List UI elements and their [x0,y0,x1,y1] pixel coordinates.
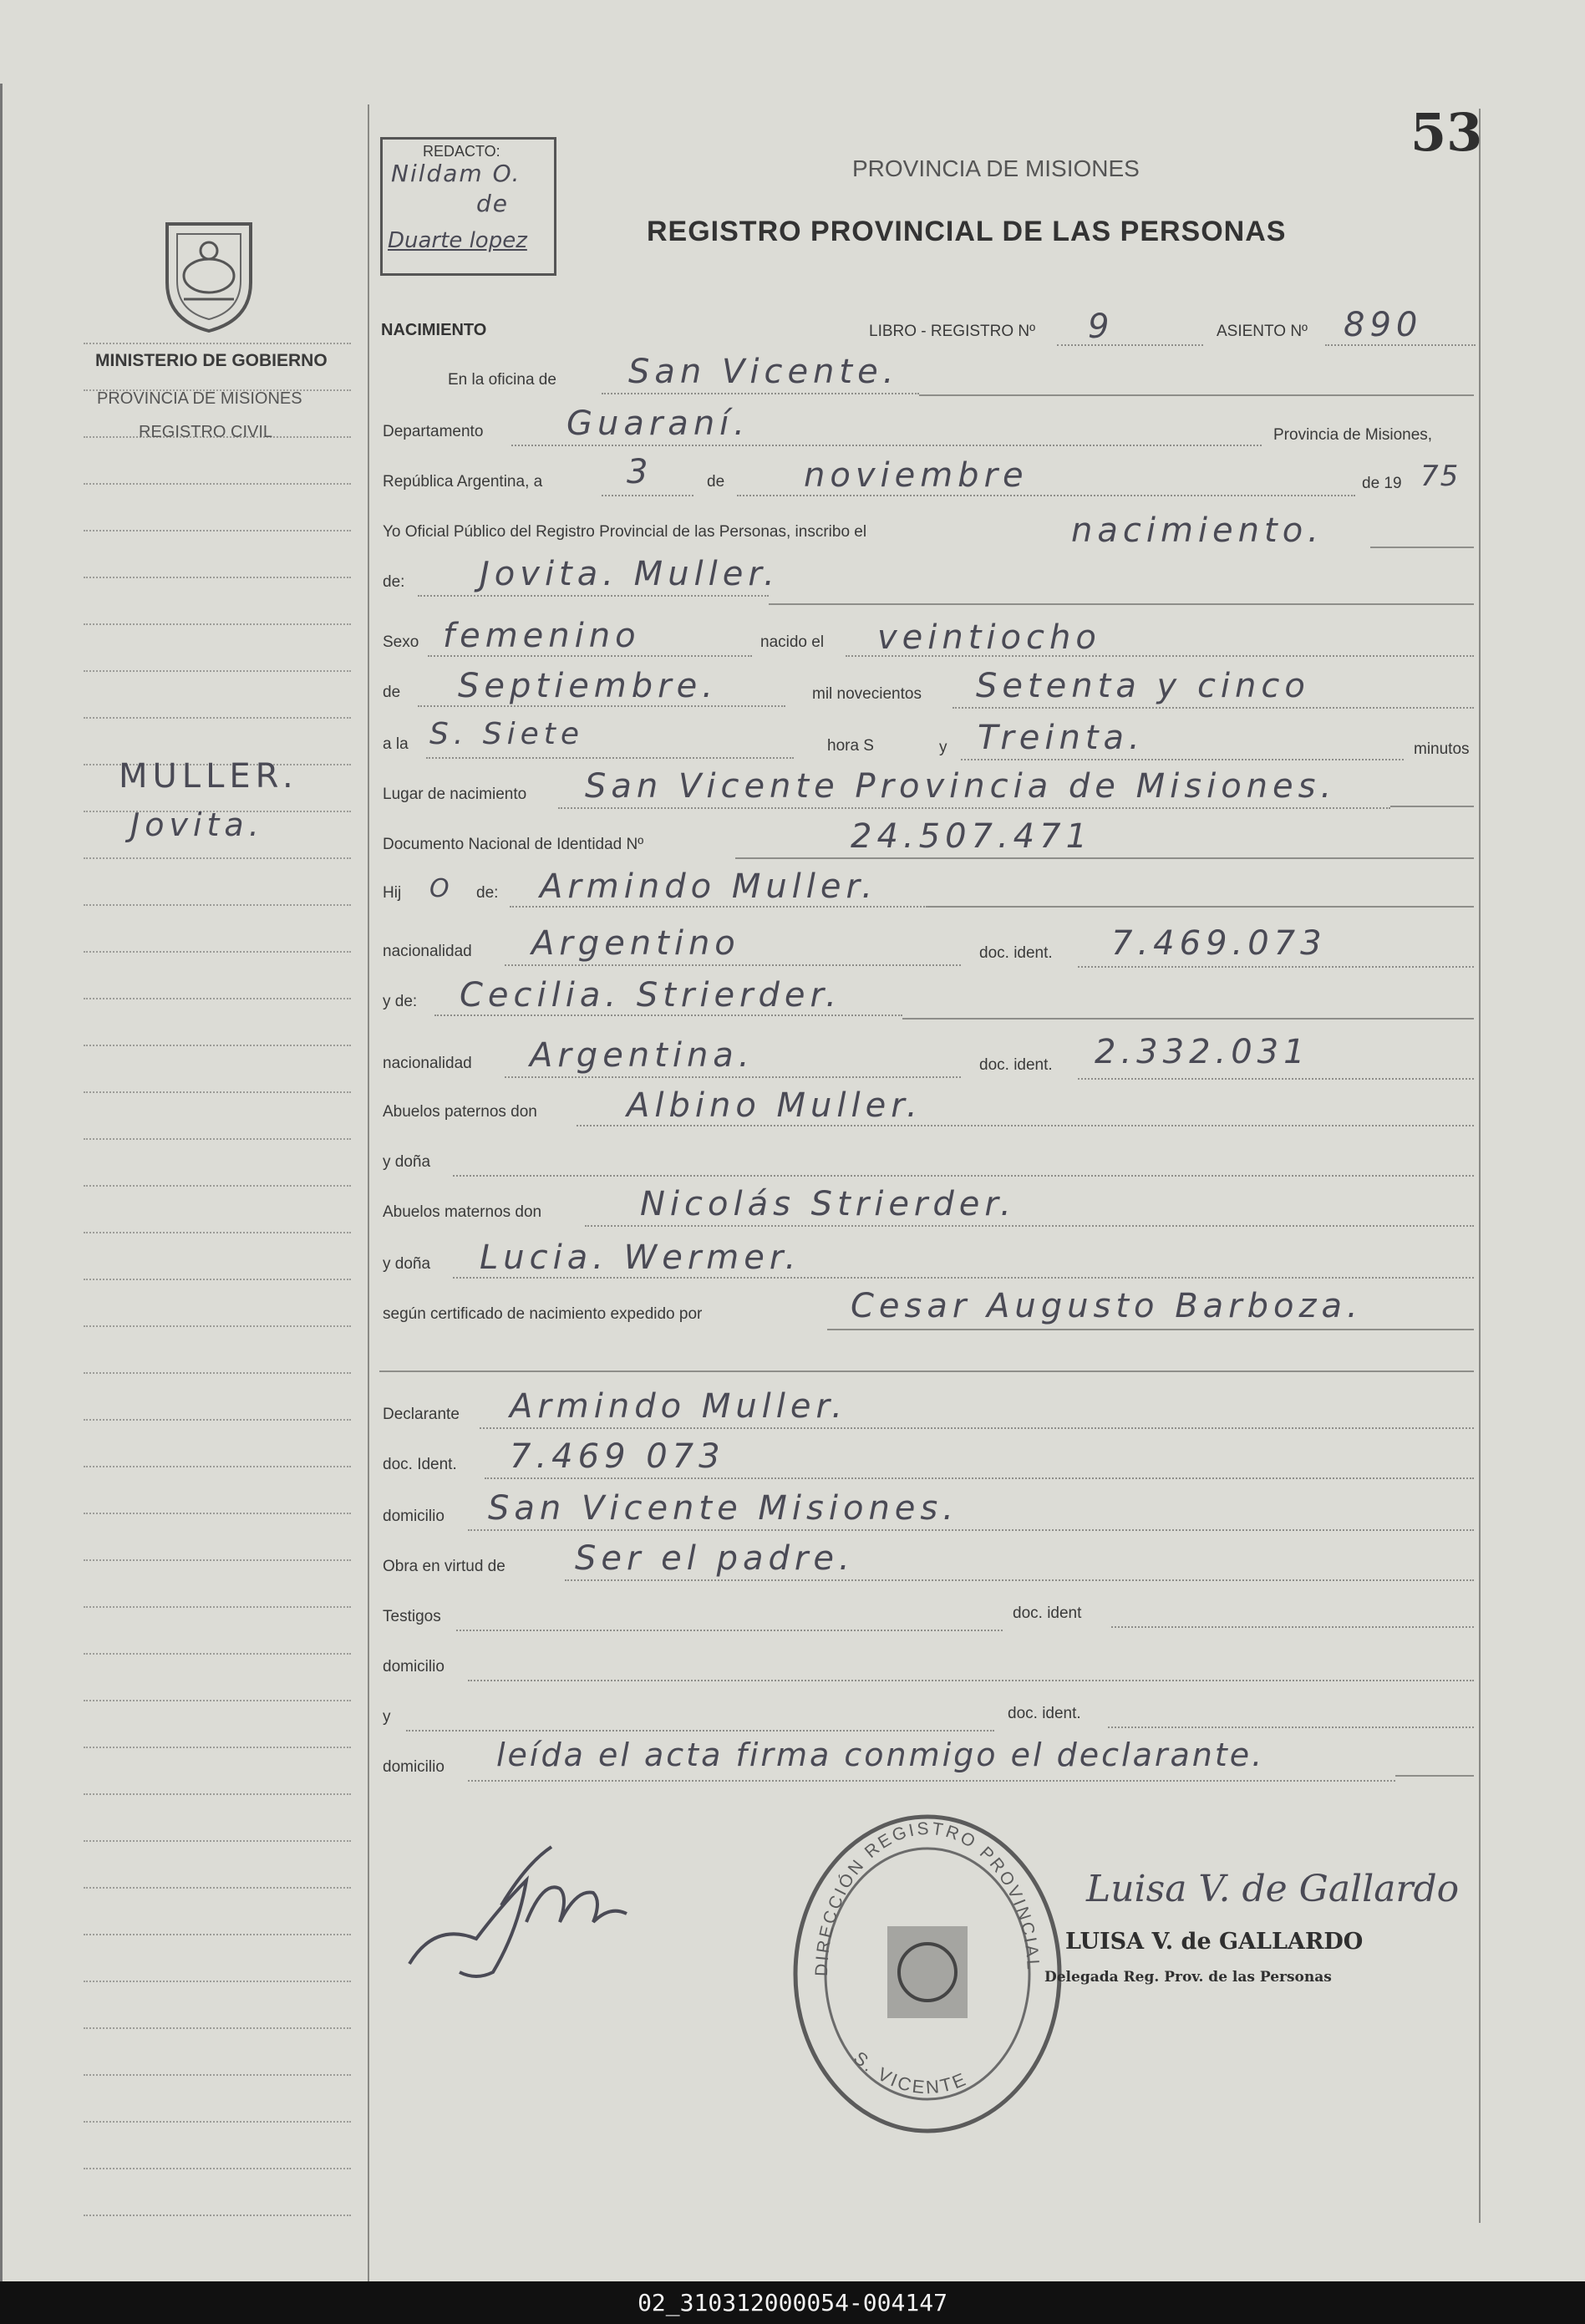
margin-ruled-line [84,483,351,485]
mother-doc-value: 2.332.031 [1095,1033,1310,1071]
official-seal [785,1809,1069,2139]
testigos-line [456,1630,1003,1631]
departamento-label: Departamento [383,423,484,440]
testigos-label: Testigos [383,1608,441,1625]
lugar-label: Lugar de nacimiento [383,786,527,803]
margin-ruled-line [84,857,351,859]
min-value: Treinta. [978,719,1145,757]
name-value: Jovita. Muller. [480,555,780,593]
acto-value: nacimiento. [1071,511,1323,550]
name-line [418,595,769,597]
leida-value: leída el acta firma conmigo el declarante. [496,1737,1265,1773]
departamento-line [511,445,1262,446]
y-testigo-label: y [383,1708,391,1726]
margin-ruled-line [84,1887,351,1889]
name-line-2 [769,603,1474,605]
right-border-line [1479,109,1481,2223]
lugar-value: San Vicente Provincia de Misiones. [585,767,1337,806]
margin-ruled-line [84,1934,351,1935]
sexo-label: Sexo [383,633,419,651]
margin-ruled-line [84,2121,351,2123]
obra-value: Ser el padre. [575,1539,855,1578]
margin-ruled-line [84,1325,351,1327]
margin-ruled-line [84,1700,351,1701]
page-number: 53 [1410,102,1483,163]
margin-name: Jovita. [130,806,264,843]
abuelo-materno-value: Nicolás Strierder. [640,1185,1016,1223]
margin-ruled-line [84,1138,351,1140]
segun-label: según certificado de nacimiento expedido por [383,1305,703,1323]
nacido-label: nacido el [760,633,825,651]
margin-ruled-line [84,1747,351,1748]
official-signature [401,1830,635,1997]
domicilio-label: domicilio [383,1508,445,1525]
testigo-2-doc-line [1108,1726,1474,1728]
dni-line [735,857,1474,859]
birth-month-line [418,705,785,707]
father-doc-label: doc. ident. [979,944,1053,962]
margin-ruled-line [84,1372,351,1374]
hour-line [426,757,794,759]
hijo-de-label: de: [476,884,499,902]
abuelo-p-line [577,1125,1474,1126]
margin-line [368,104,369,2281]
lugar-line [558,807,1390,809]
dni-value: 24.507.471 [851,817,1093,856]
mother-doc-line [1078,1078,1474,1080]
testigo-2-doc-label: doc. ident. [1008,1705,1081,1722]
redacto-stamp [380,137,556,276]
svg-text:S. VICENTE [850,2047,971,2098]
margin-ruled-line [84,2074,351,2076]
declarante-value: Armindo Muller. [510,1387,848,1426]
abuelo-m-line [585,1225,1474,1227]
registrar-title: Delegada Reg. Prov. de las Personas [1044,1969,1332,1986]
birth-de-label: de [383,684,401,701]
seal-ring-text: DIRECCIÓN REGISTRO PROVINCIAL [811,1818,1044,1977]
registrar-signature-handwriting: Luisa V. de Gallardo [1086,1868,1460,1910]
testigos-doc-label: doc. ident [1013,1604,1082,1622]
footer-code: 02_310312000054-004147 [0,2281,1585,2324]
margin-ruled-line [84,577,351,578]
month-line [737,495,1355,496]
segun-line [827,1329,1474,1330]
margin-ruled-line [84,717,351,719]
birth-year-value: Setenta y cinco [976,667,1310,705]
oficial-text: Yo Oficial Público del Registro Provincial de las Personas, inscribo el [383,523,867,541]
registrar-name: LUISA V. de GALLARDO [1065,1929,1364,1955]
margin-ruled-line [84,1559,351,1561]
libro-value: 9 [1088,308,1115,346]
left-province-label: PROVINCIA DE MISIONES [97,389,302,408]
domicilio-line [468,1529,1474,1531]
mother-line [434,1015,902,1016]
margin-ruled-line [84,530,351,531]
domicilio-3-line [468,1780,1395,1782]
hour-value: S. Siete [429,717,585,751]
abuela-materna-value: Lucia. Wermer. [480,1238,801,1277]
lugar-line-2 [1390,806,1474,807]
margin-ruled-line [84,343,351,344]
y-dona-label: y doña [383,1153,431,1171]
mother-nac-line [505,1076,961,1078]
margin-surname: MULLER. [119,757,298,796]
margin-ruled-line [84,2027,351,2029]
margin-ruled-line [84,623,351,625]
margin-ruled-line [84,1232,351,1233]
libro-line [1057,344,1203,346]
mother-doc-label: doc. ident. [979,1056,1053,1074]
de-name-label: de: [383,573,405,591]
day-line [602,495,693,496]
asiento-value: 890 [1344,306,1423,344]
registry-label: REGISTRO CIVIL [139,423,273,441]
margin-ruled-line [84,1513,351,1514]
redacto-label: REDACTO: [423,143,500,160]
mother-value: Cecilia. Strierder. [460,976,841,1015]
declarante-doc-value: 7.469 073 [510,1437,725,1476]
mother-nac-value: Argentina. [530,1036,754,1075]
dni-label: Documento Nacional de Identidad Nº [383,836,644,853]
mother-line-2 [902,1018,1474,1020]
redacto-line3: Duarte lopez [388,228,527,253]
abuela-m-line [453,1277,1474,1279]
father-nac-line [505,964,961,966]
father-line-2 [927,906,1474,908]
oficina-label: En la oficina de [448,371,556,389]
header-title: REGISTRO PROVINCIAL DE LAS PERSONAS [647,216,1287,247]
margin-ruled-line [84,1091,351,1093]
abuelos-maternos-label: Abuelos maternos don [383,1203,542,1221]
doc-ident-label: doc. Ident. [383,1456,457,1473]
domicilio-value: San Vicente Misiones. [488,1489,958,1528]
domicilio-3-label: domicilio [383,1758,445,1776]
father-line [510,906,927,908]
declarante-line [480,1427,1474,1429]
mother-nac-label: nacionalidad [383,1055,472,1072]
seal-bottom-text: S. VICENTE [849,2047,971,2098]
left-edge-line [0,84,3,2281]
margin-ruled-line [84,1185,351,1187]
y-label: y [939,739,947,756]
mil-label: mil novecientos [812,685,922,703]
minutos-label: minutos [1414,740,1470,758]
testigo-2-line [406,1730,994,1732]
abuela-p-line [453,1175,1474,1177]
segun-line-2 [379,1370,1474,1372]
margin-ruled-line [84,1981,351,1982]
hora-label: hora S [827,737,874,755]
segun-value: Cesar Augusto Barboza. [851,1287,1363,1325]
margin-ruled-line [84,1419,351,1421]
margin-ruled-line [84,2168,351,2169]
margin-ruled-line [84,1279,351,1280]
oficina-line-2 [919,394,1474,396]
margin-ruled-line [84,998,351,999]
oficina-value: San Vicente. [628,353,899,391]
departamento-value: Guaraní. [566,404,749,443]
y-de-label: y de: [383,993,418,1010]
birth-year-line [953,707,1474,709]
birth-month-value: Septiembre. [458,667,718,705]
obra-line [565,1579,1474,1581]
a-la-label: a la [383,735,409,753]
year-prefix: de 19 [1362,475,1402,492]
ministry-label: MINISTERIO DE GOBIERNO [95,351,328,370]
margin-ruled-line [84,1606,351,1608]
father-doc-line [1078,966,1474,968]
redacto-line1: Nildam O. [391,160,521,187]
month-value: noviembre [804,456,1029,495]
asiento-line [1325,344,1476,346]
nacido-value: veintiocho [877,618,1101,657]
sexo-line [428,655,752,657]
abuelos-paternos-label: Abuelos paternos don [383,1103,537,1121]
acto-line [1370,547,1474,548]
declarante-doc-line [485,1477,1474,1479]
margin-ruled-line [84,1466,351,1467]
day-value: 3 [627,453,653,491]
obra-label: Obra en virtud de [383,1558,505,1575]
header-province: PROVINCIA DE MISIONES [852,155,1140,181]
coat-of-arms-icon [150,207,267,334]
redacto-line2: de [476,190,509,217]
father-nac-value: Argentino [531,924,740,963]
domicilio-2-line [468,1680,1474,1681]
father-doc-value: 7.469.073 [1111,924,1327,963]
margin-ruled-line [84,2215,351,2216]
oficina-line [602,393,919,394]
sexo-value: femenino [443,617,641,655]
margin-ruled-line [84,1840,351,1842]
min-line [961,759,1404,760]
nacimiento-label: NACIMIENTO [381,321,487,339]
hijo-label: Hij [383,884,402,902]
de-label: de [707,473,725,491]
abuelo-paterno-value: Albino Muller. [627,1086,922,1125]
father-nac-label: nacionalidad [383,943,472,960]
margin-ruled-line [84,1653,351,1655]
father-value: Armindo Muller. [540,867,878,906]
asiento-label: ASIENTO Nº [1217,323,1308,340]
margin-ruled-line [84,1793,351,1795]
margin-ruled-line [84,1045,351,1046]
testigos-doc-line [1111,1626,1474,1628]
margin-ruled-line [84,951,351,953]
margin-ruled-line [84,904,351,906]
republica-label: República Argentina, a [383,473,543,491]
y-dona-materna-label: y doña [383,1255,431,1273]
declarante-label: Declarante [383,1406,460,1423]
libro-label: LIBRO - REGISTRO Nº [869,323,1036,340]
year-value: 75 [1420,460,1461,493]
domicilio-3-line-2 [1395,1775,1474,1777]
hijo-suffix: O [429,874,455,903]
provincia-suffix: Provincia de Misiones, [1273,426,1433,444]
margin-ruled-line [84,670,351,672]
domicilio-2-label: domicilio [383,1658,445,1676]
